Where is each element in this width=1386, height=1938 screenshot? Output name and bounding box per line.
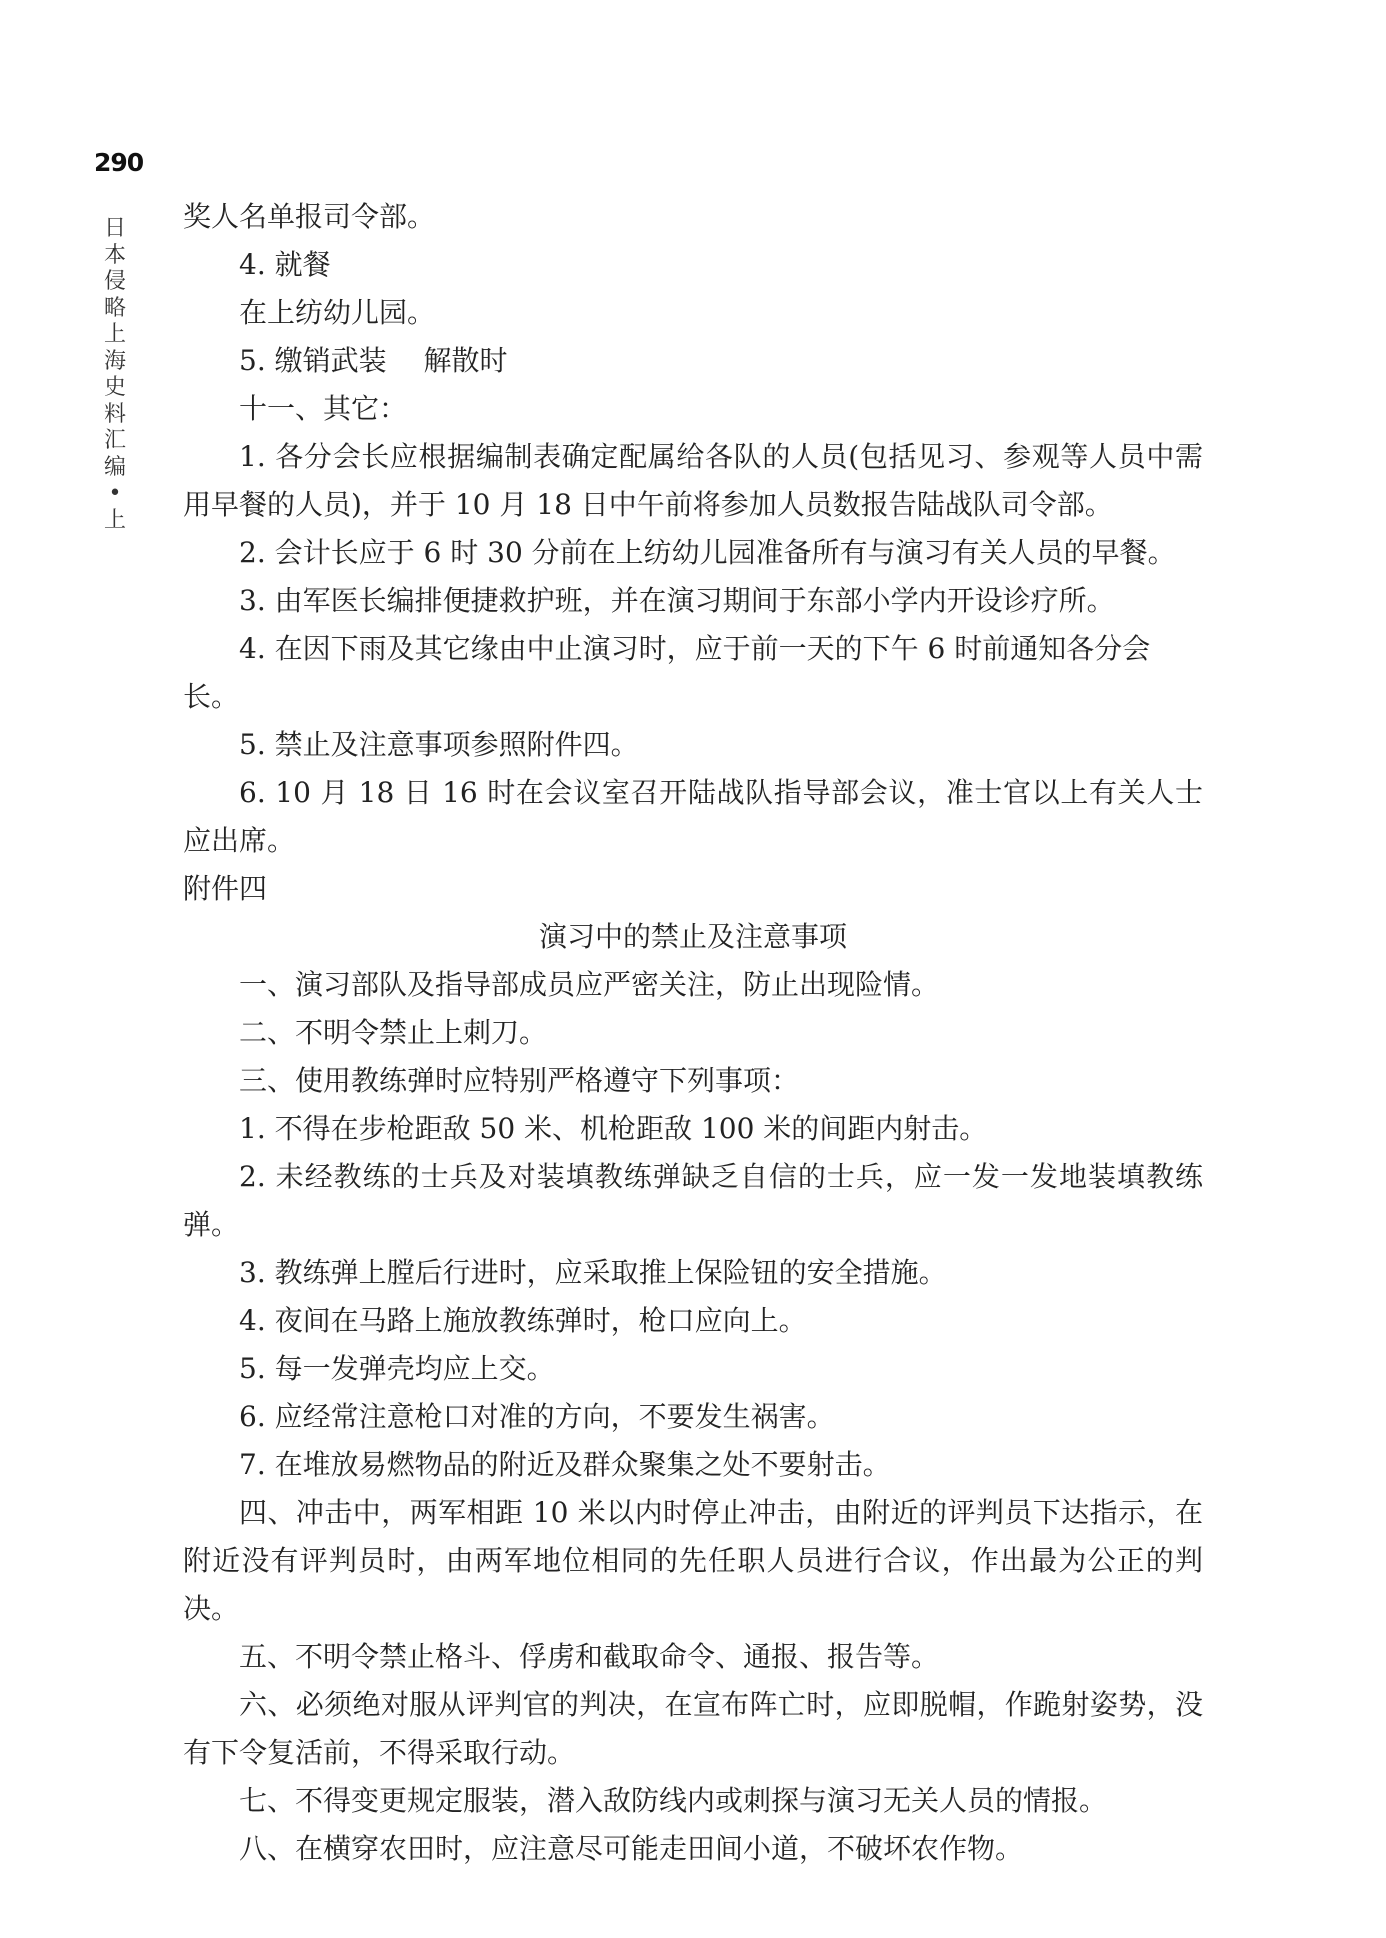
section-heading: 十一、其它： [239, 392, 408, 425]
running-head: 日本侵略上海史料汇编 • 上 [103, 216, 126, 533]
attachment-title: 演习中的禁止及注意事项 [538, 920, 847, 953]
paragraph: 奖人名单报司令部。 [183, 200, 436, 233]
list-item: 2. 会计长应于 6 时 30 分前在上纺幼儿园准备所有与演习有关人员的早餐。 [239, 536, 1176, 569]
document-body [183, 193, 1203, 1873]
list-item: 6. 10 月 18 日 16 时在会议室召开陆战队指导部会议，准士官以上有关人士应出席。 [183, 776, 1203, 857]
list-item: 4. 在因下雨及其它缘由中止演习时，应于前一天的下午 6 时前通知各分会长。 [183, 632, 1151, 713]
list-item: 3. 由军医长编排便捷救护班，并在演习期间于东部小学内开设诊疗所。 [239, 584, 1115, 617]
list-item: 3. 教练弹上膛后行进时，应采取推上保险钮的安全措施。 [239, 1256, 947, 1289]
list-item: 5. 禁止及注意事项参照附件四。 [239, 728, 639, 761]
list-item: 五、不明令禁止格斗、俘虏和截取命令、通报、报告等。 [239, 1640, 940, 1673]
list-item: 1. 不得在步枪距敌 50 米、机枪距敌 100 米的间距内射击。 [239, 1112, 988, 1145]
list-item: 5. 每一发弹壳均应上交。 [239, 1352, 555, 1385]
list-item: 1. 各分会长应根据编制表确定配属给各队的人员(包括见习、参观等人员中需用早餐的人员)，并于 10 月 18 日中午前将参加人员数报告陆战队司令部。 [183, 440, 1203, 521]
list-item: 八、在横穿农田时，应注意尽可能走田间小道，不破坏农作物。 [239, 1832, 1024, 1865]
section-heading: 4. 就餐 [239, 248, 331, 281]
attachment-label: 附件四 [183, 872, 268, 905]
list-item: 7. 在堆放易燃物品的附近及群众聚集之处不要射击。 [239, 1448, 891, 1481]
list-item: 四、冲击中，两军相距 10 米以内时停止冲击，由附近的评判员下达指示，在附近没有评判员时，由两军地位相同的先任职人员进行合议，作出最为公正的判决。 [183, 1496, 1203, 1625]
list-item: 6. 应经常注意枪口对准的方向，不要发生祸害。 [239, 1400, 835, 1433]
paragraph: 在上纺幼儿园。 [239, 296, 436, 329]
list-item: 六、必须绝对服从评判官的判决，在宣布阵亡时，应即脱帽，作跪射姿势，没有下令复活前，不得采取行动。 [183, 1688, 1203, 1769]
section-heading: 5. 缴销武装 解散时 [239, 344, 508, 377]
list-item: 二、不明令禁止上刺刀。 [239, 1016, 548, 1049]
list-item: 2. 未经教练的士兵及对装填教练弹缺乏自信的士兵，应一发一发地装填教练弹。 [183, 1160, 1203, 1241]
list-item: 4. 夜间在马路上施放教练弹时，枪口应向上。 [239, 1304, 807, 1337]
page-number: 290 [94, 148, 144, 177]
list-item: 一、演习部队及指导部成员应严密关注，防止出现险情。 [239, 968, 940, 1001]
list-item: 三、使用教练弹时应特别严格遵守下列事项： [239, 1064, 800, 1097]
list-item: 七、不得变更规定服装，潜入敌防线内或刺探与演习无关人员的情报。 [239, 1784, 1108, 1817]
